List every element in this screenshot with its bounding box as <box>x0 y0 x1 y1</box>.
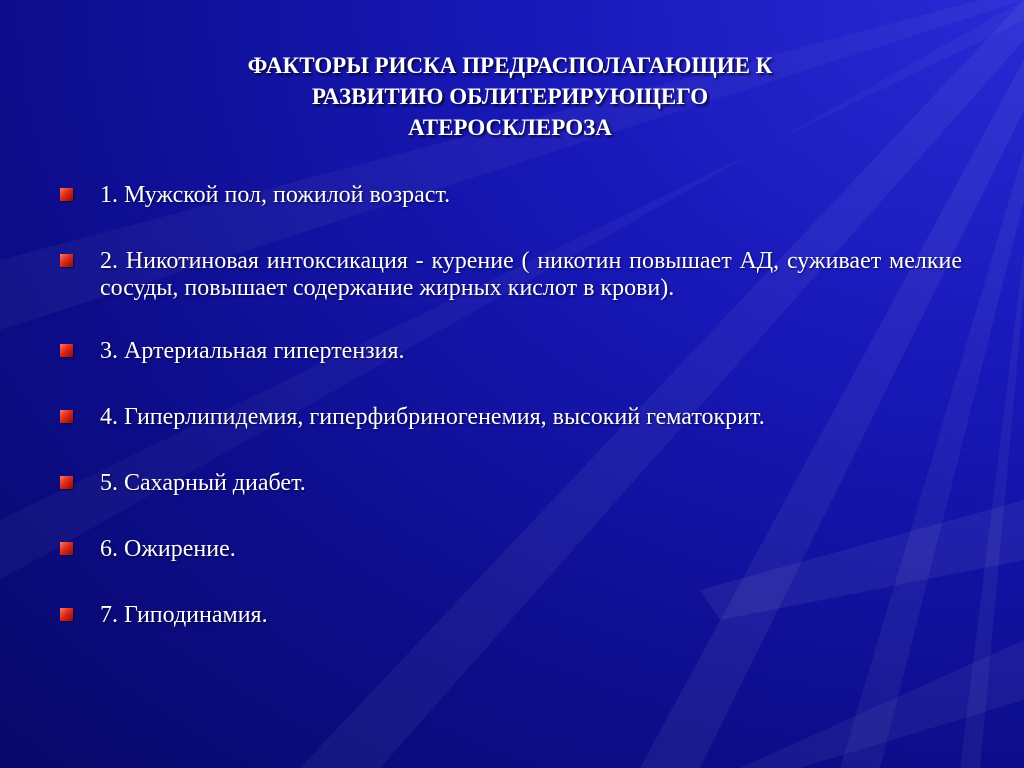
list-item-text: 4. Гиперлипидемия, гиперфибриногенемия, высокий гематокрит. <box>100 404 765 430</box>
list-item-text: 3. Артериальная гипертензия. <box>100 338 405 364</box>
list-item <box>60 182 962 209</box>
square-bullet-icon <box>60 410 73 423</box>
square-bullet-icon <box>60 542 73 555</box>
slide-title <box>150 50 870 143</box>
square-bullet-icon <box>60 476 73 489</box>
square-bullet-icon <box>60 344 73 357</box>
list-item-text: 2. Никотиновая интоксикация - курение ( никотин повышает АД, суживает мелкие сосуды, повышает содержание жирных кислот в крови). <box>100 248 962 301</box>
list-item <box>60 536 962 563</box>
list-item <box>60 602 962 629</box>
list-item-text: 7. Гиподинамия. <box>100 602 268 628</box>
list-item <box>60 248 962 302</box>
risk-factor-list <box>60 182 962 668</box>
list-item <box>60 470 962 497</box>
square-bullet-icon <box>60 188 73 201</box>
list-item <box>60 404 962 431</box>
title-line: АТЕРОСКЛЕРОЗА <box>408 115 612 140</box>
title-line: РАЗВИТИЮ ОБЛИТЕРИРУЮЩЕГО <box>311 84 709 109</box>
title-line: ФАКТОРЫ РИСКА ПРЕДРАСПОЛАГАЮЩИЕ К <box>247 53 773 78</box>
list-item <box>60 338 962 365</box>
square-bullet-icon <box>60 254 73 267</box>
list-item-text: 5. Сахарный диабет. <box>100 470 306 496</box>
square-bullet-icon <box>60 608 73 621</box>
list-item-text: 6. Ожирение. <box>100 536 236 562</box>
list-item-text: 1. Мужской пол, пожилой возраст. <box>100 182 451 208</box>
